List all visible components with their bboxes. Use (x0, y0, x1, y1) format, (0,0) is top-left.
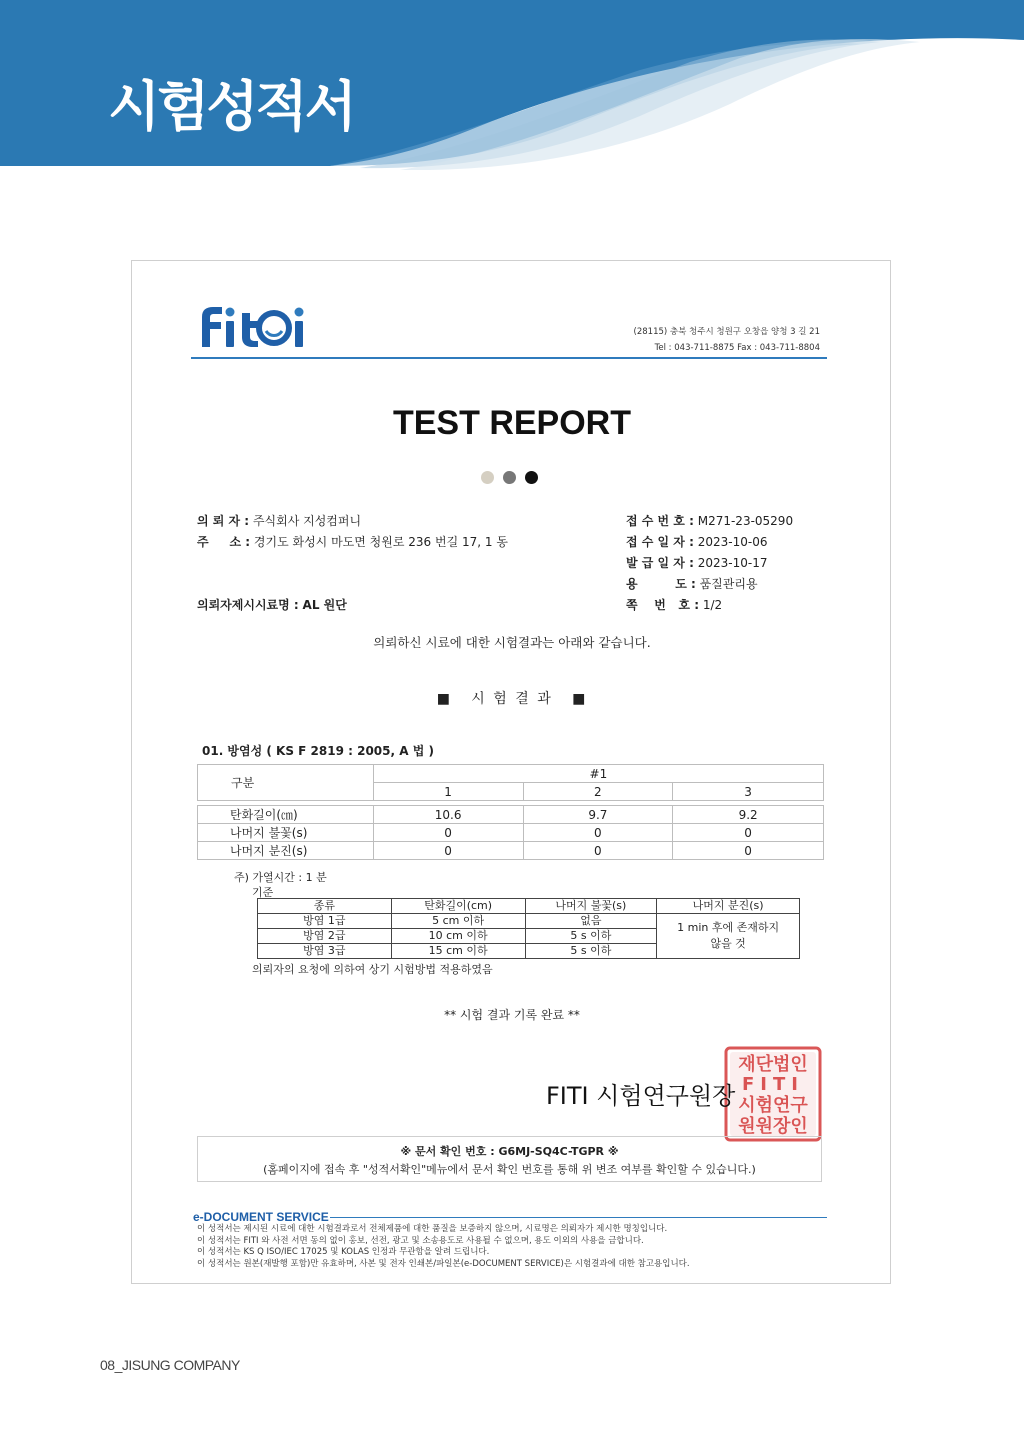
header-address-block (634, 324, 820, 356)
signer-name: FITI 시험연구원장 (546, 1082, 736, 1110)
edoc-notes (197, 1224, 690, 1270)
edoc-title: e-DOCUMENT SERVICE (193, 1210, 329, 1224)
page-footer: 08_JISUNG COMPANY (100, 1357, 240, 1373)
heating-note: 주) 가열시간 : 1 분 (234, 871, 327, 884)
confirm-number: ※ 문서 확인 번호 : G6MJ-SQ4C-TGPR ※ (400, 1145, 619, 1158)
edoc-note: 이 성적서는 KS Q ISO/IEC 17025 및 KOLAS 인정과 무관함을 알려 드립니다. (197, 1247, 490, 1258)
criteria-char: 10 cm 이하 (391, 929, 525, 944)
cell-value: 0 (373, 842, 523, 860)
cell-value: 0 (373, 824, 523, 842)
dot-light-icon (481, 471, 494, 484)
banner-title: 시험성적서 (108, 75, 354, 138)
issue-date-value: 2023-10-17 (697, 556, 768, 570)
criteria-grade: 방염 1급 (258, 914, 392, 929)
address-value: 경기도 화성시 마도면 청원로 236 번길 17, 1 동 (253, 535, 508, 549)
receipt-no-value: M271-23-05290 (697, 514, 794, 528)
criteria-label: 기준 (252, 886, 274, 899)
criteria-header: 종류 (258, 899, 392, 914)
address-label: 주 소 : (197, 535, 251, 549)
criteria-table (257, 898, 800, 959)
table-row (198, 765, 824, 783)
category-header: 구분 (198, 765, 374, 801)
criteria-dust-line1: 1 min 후에 존재하지 (677, 921, 780, 934)
report-title: TEST REPORT (392, 404, 632, 442)
requester-value: 주식회사 지성컴퍼니 (252, 514, 362, 528)
page-label: 쪽 번 호 : (626, 598, 699, 612)
sample-value: AL 원단 (302, 598, 347, 612)
criteria-char: 15 cm 이하 (391, 944, 525, 959)
criteria-flame: 없음 (525, 914, 657, 929)
row-label: 탄화길이(㎝) (198, 806, 374, 824)
sub-header-1: 1 (373, 783, 523, 801)
sample-label: 의뢰자제시시료명 : (197, 598, 299, 612)
sub-header-2: 2 (523, 783, 673, 801)
dot-dark-icon (525, 471, 538, 484)
criteria-grade: 방염 3급 (258, 944, 392, 959)
edoc-divider (330, 1217, 827, 1218)
row-label: 나머지 분진(s) (198, 842, 374, 860)
header-divider (191, 357, 827, 359)
cell-value: 0 (673, 842, 824, 860)
header-address: (28115) 충북 청주시 청원구 오창읍 양청 3 길 21 (633, 327, 820, 337)
cell-value: 9.7 (523, 806, 673, 824)
seal-line-3: 시험연구 (738, 1095, 808, 1116)
test-heading: 01. 방염성 ( KS F 2819 : 2005, A 법 ) (202, 744, 434, 758)
sample-row (197, 596, 347, 613)
results-heading: ■ 시 험 결 과 ■ (436, 691, 588, 707)
criteria-header: 탄화길이(cm) (391, 899, 525, 914)
purpose-row (626, 575, 758, 592)
intro-text: 의뢰하신 시료에 대한 시험결과는 아래와 같습니다. (373, 635, 651, 650)
requester-label: 의 뢰 자 : (197, 514, 250, 528)
sub-header-3: 3 (673, 783, 824, 801)
results-table (197, 764, 824, 860)
row-label: 나머지 불꽃(s) (198, 824, 374, 842)
cell-value: 0 (673, 824, 824, 842)
complete-text: ** 시험 결과 기록 완료 ** (444, 1008, 580, 1022)
criteria-header: 나머지 분진(s) (657, 899, 800, 914)
table-row (198, 806, 824, 824)
purpose-value: 품질관리용 (699, 577, 758, 591)
receipt-date-row (626, 533, 767, 550)
criteria-grade: 방염 2급 (258, 929, 392, 944)
issue-date-label: 발 급 일 자 : (626, 556, 694, 570)
table-row (198, 842, 824, 860)
criteria-dust-line2: 않을 것 (710, 937, 746, 950)
cell-value: 9.2 (673, 806, 824, 824)
cell-value: 0 (523, 842, 673, 860)
seal-line-4: 원원장인 (738, 1116, 808, 1137)
document-confirm-box (197, 1136, 822, 1182)
seal-line-1: 재단법인 (738, 1054, 808, 1075)
issue-date-row (626, 554, 767, 571)
page-row (626, 596, 722, 613)
table-row (258, 899, 800, 914)
official-seal (724, 1046, 822, 1146)
cell-value: 10.6 (373, 806, 523, 824)
seal-line-2: FITI (742, 1074, 804, 1095)
purpose-label: 용 도 : (626, 577, 696, 591)
dot-gray-icon (503, 471, 516, 484)
fiti-logo (196, 303, 308, 353)
edoc-note: 이 성적서는 FITI 와 사전 서면 동의 없이 홍보, 선전, 광고 및 소송용도로 사용될 수 없으며, 용도 이외의 사용을 금합니다. (197, 1235, 644, 1246)
header-contact: Tel : 043-711-8875 Fax : 043-711-8804 (654, 343, 820, 353)
receipt-no-label: 접 수 번 호 : (626, 514, 694, 528)
receipt-date-label: 접 수 일 자 : (626, 535, 694, 549)
criteria-flame: 5 s 이하 (525, 929, 657, 944)
confirm-instructions: (홈페이지에 접속 후 "성적서확인"메뉴에서 문서 확인 번호를 통해 위 변조 여부를 확인할 수 있습니다.) (263, 1163, 756, 1176)
method-note: 의뢰자의 요청에 의하여 상기 시험방법 적용하였음 (252, 963, 493, 976)
criteria-char: 5 cm 이하 (391, 914, 525, 929)
criteria-dust (657, 914, 800, 959)
edoc-note: 이 성적서는 제시된 시료에 대한 시험결과로서 전체제품에 대한 품질을 보증하지 않으며, 시료명은 의뢰자가 제시한 명칭입니다. (197, 1224, 668, 1234)
criteria-flame: 5 s 이하 (525, 944, 657, 959)
receipt-date-value: 2023-10-06 (697, 535, 768, 549)
requester-row (197, 512, 361, 529)
address-row (197, 533, 508, 550)
edoc-note: 이 성적서는 원본(재발행 포함)만 유효하며, 사본 및 전자 인쇄본/파일본(e-DOCUMENT SERVICE)은 시험결과에 대한 참고용입니다. (197, 1258, 690, 1269)
table-row (198, 824, 824, 842)
receipt-no-row (626, 512, 793, 529)
sample-header: #1 (373, 765, 823, 783)
page-value: 1/2 (702, 598, 723, 612)
cell-value: 0 (523, 824, 673, 842)
title-dots (481, 467, 547, 486)
table-row (258, 914, 800, 929)
criteria-header: 나머지 불꽃(s) (525, 899, 657, 914)
